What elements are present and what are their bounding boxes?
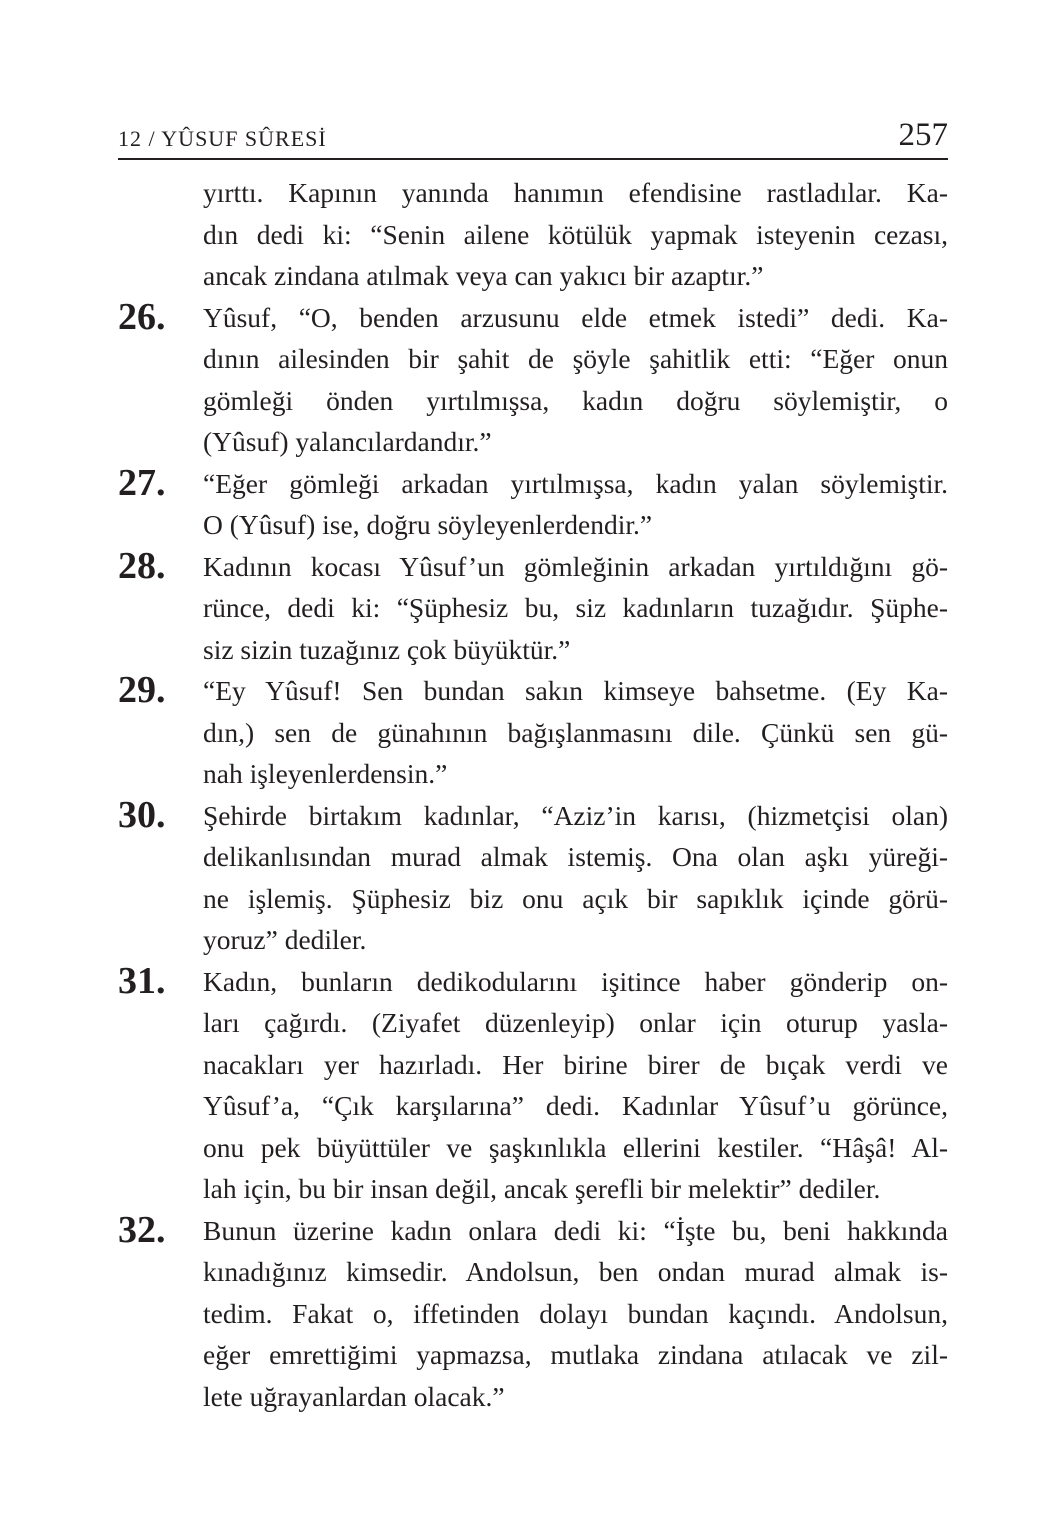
- text-line: lah için, bu bir insan değil, ancak şerefli bir melektir” dediler.: [203, 1173, 881, 1204]
- text-line: dın dedi ki: “Senin ailene kötülük yapmak isteyenin cezası,: [203, 218, 948, 250]
- text-line: kınadığınız kimsedir. Andolsun, ben ondan murad almak is-: [203, 1256, 948, 1287]
- verse-32: [118, 1210, 948, 1418]
- text-line: (Yûsuf) yalancılardandır.”: [203, 426, 492, 457]
- verse-31: [118, 961, 948, 1210]
- text-line: siz sizin tuzağınız çok büyüktür.”: [203, 633, 571, 665]
- text-line: Bunun üzerine kadın onlara dedi ki: “İşte bu, beni hakkında: [203, 1214, 948, 1246]
- running-title: 12 / YÛSUF SÛRESİ: [118, 126, 327, 151]
- text-line: tedim. Fakat o, iffetinden dolayı bundan kaçındı. Andolsun,: [203, 1297, 948, 1329]
- verse-number: 26.: [118, 295, 166, 338]
- verse-number: 29.: [118, 669, 166, 711]
- verse-text: [203, 172, 948, 297]
- text-line: Kadının kocası Yûsuf’un gömleğinin arkadan yırtıldığını gö-: [203, 550, 948, 582]
- page-header: [118, 112, 948, 160]
- verse-number: 31.: [118, 959, 166, 1002]
- verse-number: 30.: [118, 793, 166, 836]
- text-line: eğer emrettiğimi yapmazsa, mutlaka zindana atılacak ve zil-: [203, 1339, 948, 1370]
- text-line: “Eğer gömleği arkadan yırtılmışsa, kadın yalan söylemiştir.: [203, 467, 948, 499]
- text-line: gömleği önden yırtılmışsa, kadın doğru söylemiştir, o: [203, 384, 948, 416]
- text-line: nah işleyenlerdensin.”: [203, 758, 448, 789]
- verse-26: [118, 297, 948, 463]
- text-line: delikanlısından murad almak istemiş. Ona olan aşkı yüreği-: [203, 841, 948, 872]
- text-line: yırttı. Kapının yanında hanımın efendisine rastladılar. Ka-: [203, 177, 948, 208]
- verse-28: [118, 546, 948, 671]
- text-line: yoruz” dediler.: [203, 924, 367, 955]
- verse-text: [203, 670, 948, 795]
- verse-number: 27.: [118, 461, 166, 504]
- verse-text: [203, 463, 948, 546]
- verse-text: [203, 546, 948, 671]
- text-line: Yûsuf’a, “Çık karşılarına” dedi. Kadınlar Yûsuf’u görünce,: [203, 1090, 948, 1121]
- verse-continuation: [118, 172, 948, 297]
- verse-number: 32.: [118, 1208, 166, 1251]
- verse-text: [203, 961, 948, 1210]
- text-line: ları çağırdı. (Ziyafet düzenleyip) onlar için oturup yasla-: [203, 1007, 948, 1038]
- verse-27: [118, 463, 948, 546]
- text-line: Yûsuf, “O, benden arzusunu elde etmek istedi” dedi. Ka-: [203, 301, 948, 333]
- text-line: Kadın, bunların dedikodularını işitince haber gönderip on-: [203, 965, 948, 997]
- text-line: Şehirde birtakım kadınlar, “Aziz’in karısı, (hizmetçisi olan): [203, 799, 948, 831]
- verse-number: 28.: [118, 544, 166, 587]
- page-body: [118, 172, 948, 1417]
- verse-text: [203, 1210, 948, 1418]
- text-line: nacakları yer hazırladı. Her birine birer de bıçak verdi ve: [203, 1048, 948, 1080]
- verse-text: [203, 795, 948, 961]
- verse-29: [118, 670, 948, 795]
- text-line: “Ey Yûsuf! Sen bundan sakın kimseye bahsetme. (Ey Ka-: [203, 675, 948, 706]
- text-line: ancak zindana atılmak veya can yakıcı bir azaptır.”: [203, 260, 764, 291]
- verse-text: [203, 297, 948, 463]
- text-line: dının ailesinden bir şahit de şöyle şahitlik etti: “Eğer onun: [203, 343, 948, 374]
- verse-30: [118, 795, 948, 961]
- text-line: ne işlemiş. Şüphesiz biz onu açık bir sapıklık içinde görü-: [203, 882, 948, 914]
- text-line: dın,) sen de günahının bağışlanmasını dile. Çünkü sen gü-: [203, 716, 948, 748]
- text-line: lete uğrayanlardan olacak.”: [203, 1380, 505, 1412]
- text-line: O (Yûsuf) ise, doğru söyleyenlerdendir.”: [203, 509, 653, 540]
- text-line: rünce, dedi ki: “Şüphesiz bu, siz kadınların tuzağıdır. Şüphe-: [203, 592, 948, 623]
- text-line: onu pek büyüttüler ve şaşkınlıkla ellerini kestiler. “Hâşâ! Al-: [203, 1131, 948, 1163]
- page-number: 257: [898, 117, 948, 153]
